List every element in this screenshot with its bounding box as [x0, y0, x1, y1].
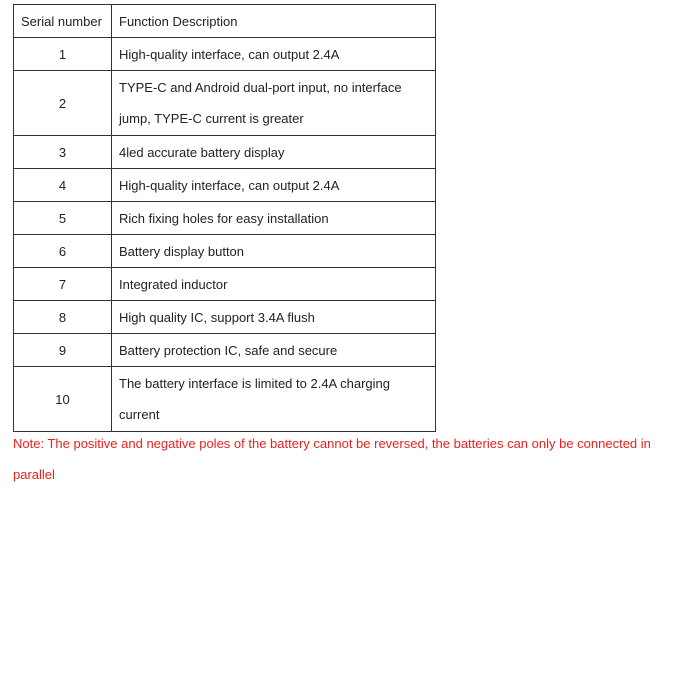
description-cell: High quality IC, support 3.4A flush	[112, 301, 436, 334]
description-cell: The battery interface is limited to 2.4A charging current	[112, 367, 436, 432]
table-row	[14, 71, 436, 136]
table-row	[14, 169, 436, 202]
function-description-header: Function Description	[112, 5, 436, 38]
table-row	[14, 268, 436, 301]
serial-cell: 8	[14, 301, 112, 334]
function-table	[13, 4, 436, 432]
description-cell: Integrated inductor	[112, 268, 436, 301]
table-row	[14, 38, 436, 71]
description-cell: Battery protection IC, safe and secure	[112, 334, 436, 367]
serial-cell: 2	[14, 71, 112, 136]
table-row	[14, 367, 436, 432]
table-header-row	[14, 5, 436, 38]
serial-cell: 1	[14, 38, 112, 71]
serial-number-header: Serial number	[14, 5, 112, 38]
table-row	[14, 301, 436, 334]
serial-cell: 4	[14, 169, 112, 202]
description-cell: High-quality interface, can output 2.4A	[112, 38, 436, 71]
serial-cell: 9	[14, 334, 112, 367]
description-cell: Battery display button	[112, 235, 436, 268]
table-row	[14, 136, 436, 169]
description-cell: High-quality interface, can output 2.4A	[112, 169, 436, 202]
serial-cell: 5	[14, 202, 112, 235]
table-row	[14, 235, 436, 268]
serial-cell: 10	[14, 367, 112, 432]
serial-cell: 6	[14, 235, 112, 268]
serial-cell: 3	[14, 136, 112, 169]
description-cell: TYPE-C and Android dual-port input, no interface jump, TYPE-C current is greater	[112, 71, 436, 136]
warning-note: Note: The positive and negative poles of the battery cannot be reversed, the batteries can only be connected in parallel	[13, 436, 651, 482]
description-cell: Rich fixing holes for easy installation	[112, 202, 436, 235]
description-cell: 4led accurate battery display	[112, 136, 436, 169]
serial-cell: 7	[14, 268, 112, 301]
table-row	[14, 334, 436, 367]
table-row	[14, 202, 436, 235]
